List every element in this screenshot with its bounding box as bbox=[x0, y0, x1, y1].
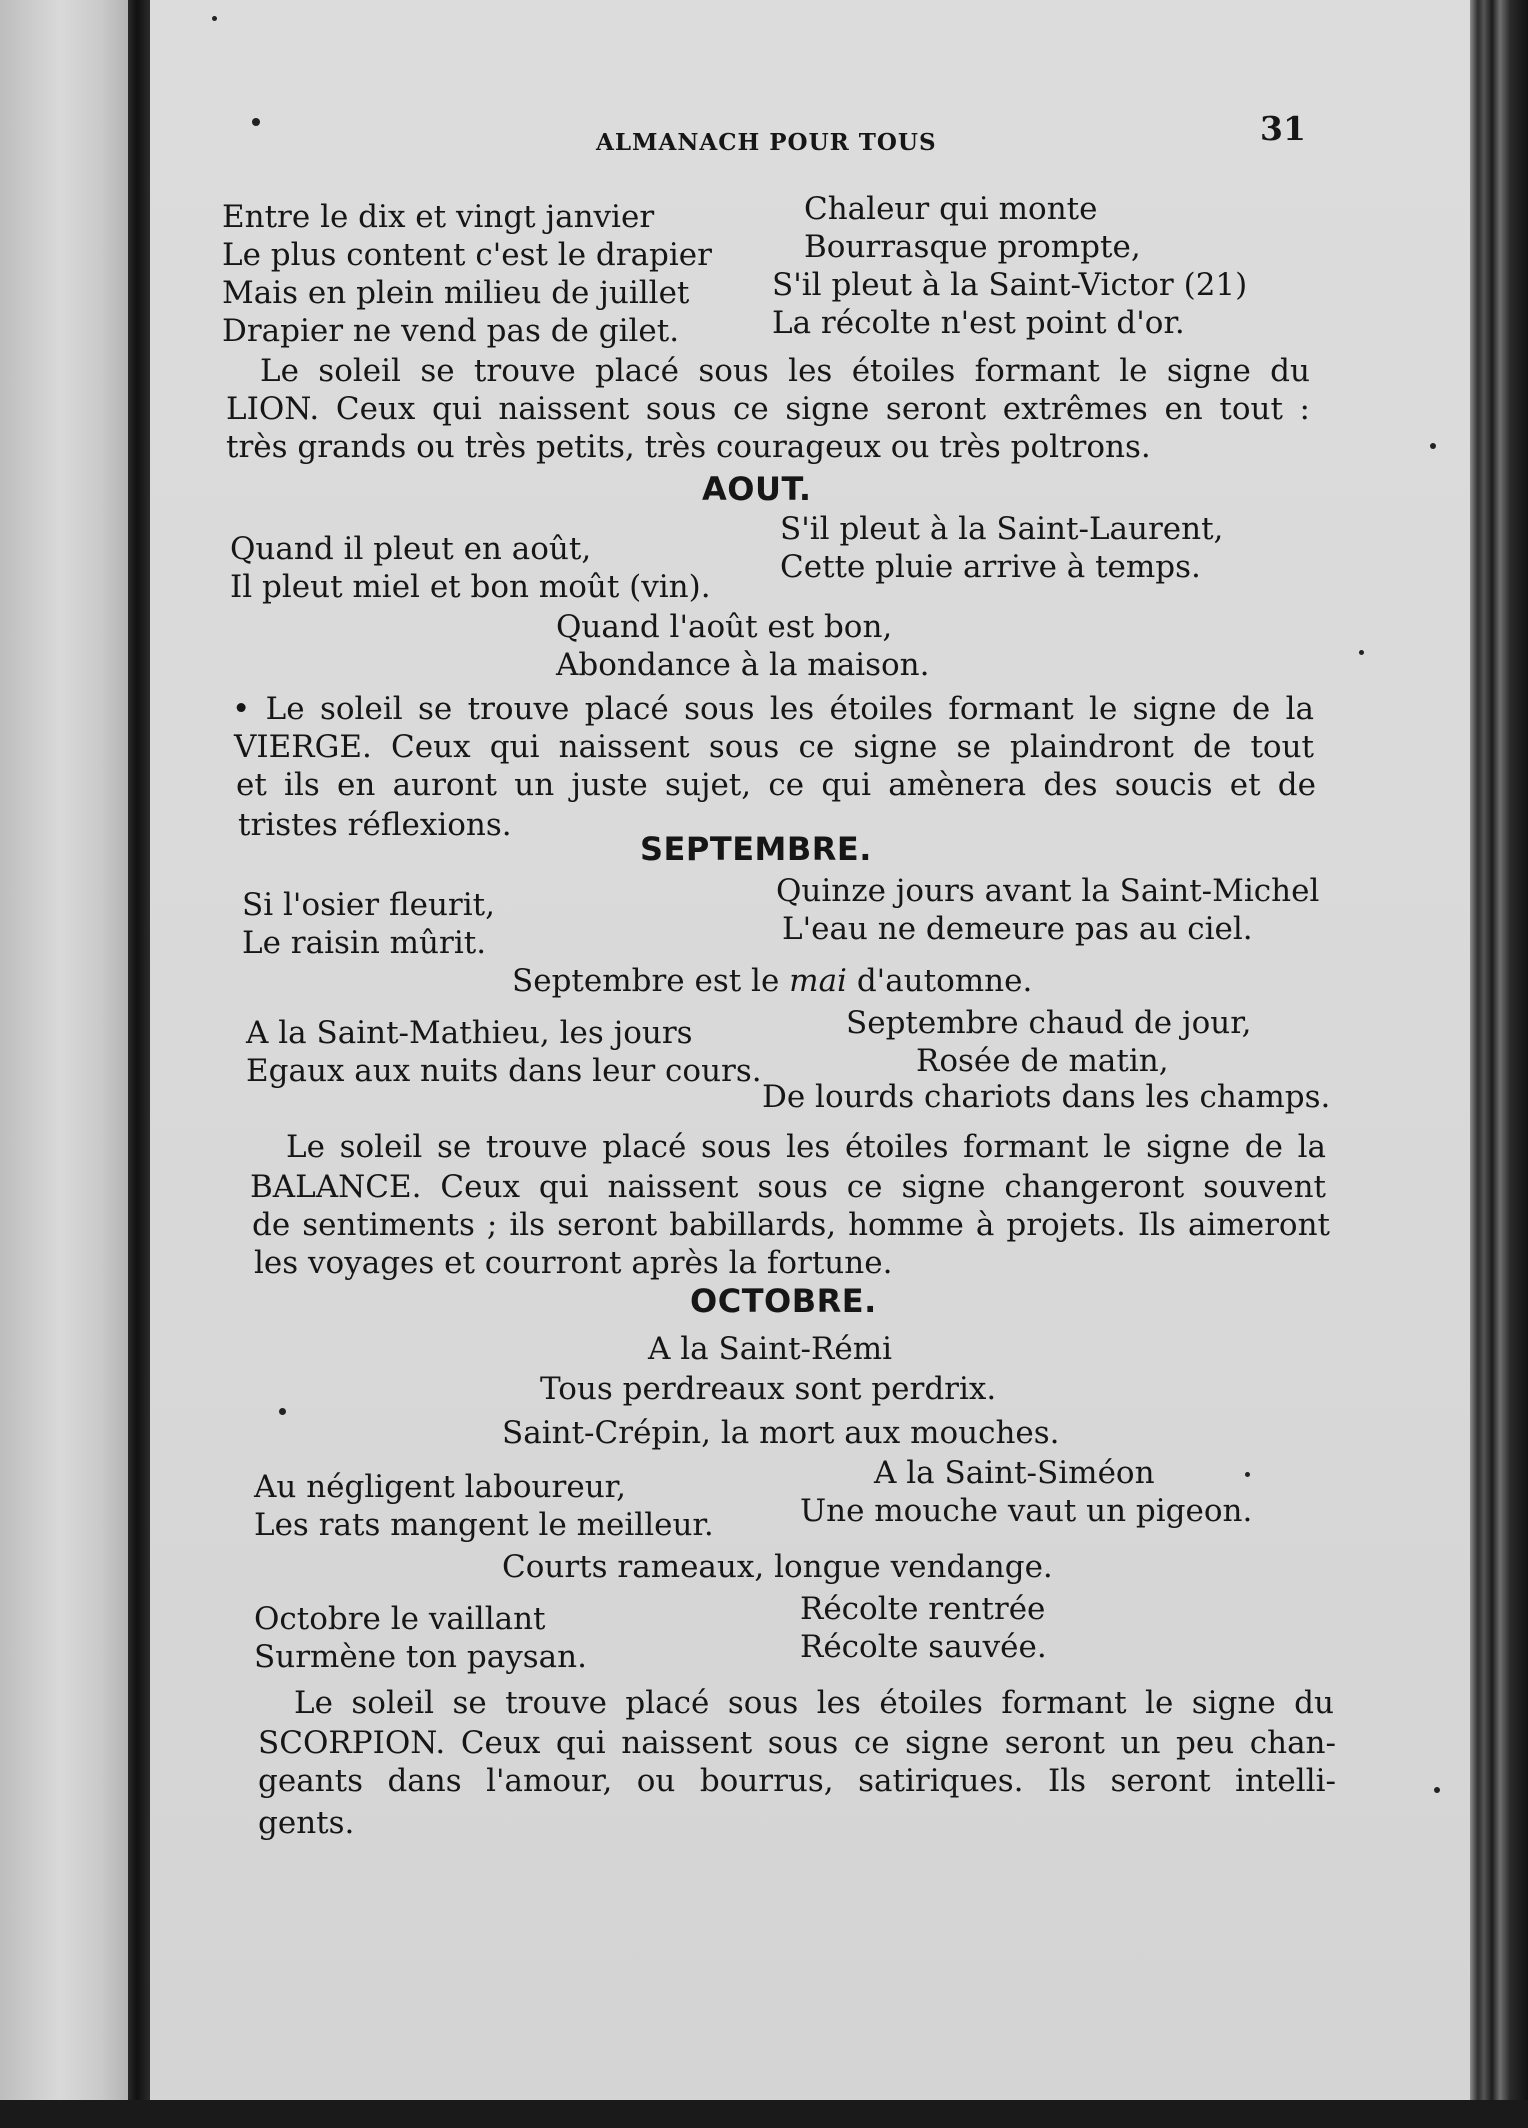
paragraph-line: LION. Ceux qui naissent sous ce signe seront extrêmes en tout : bbox=[226, 391, 1310, 427]
page-edge-stack bbox=[1470, 0, 1528, 2128]
proverb-line: Au négligent laboureur, bbox=[254, 1469, 626, 1505]
proverb-line: Drapier ne vend pas de gilet. bbox=[222, 313, 680, 349]
bottom-edge bbox=[0, 2100, 1528, 2128]
proverb-line: Quand l'août est bon, bbox=[556, 609, 893, 645]
paragraph-line: très grands ou très petits, très courageux ou très poltrons. bbox=[226, 429, 1151, 465]
proverb-line: Il pleut miel et bon moût (vin). bbox=[230, 569, 711, 605]
proverb-line: Chaleur qui monte bbox=[804, 191, 1098, 227]
proverb-line: Récolte sauvée. bbox=[800, 1629, 1047, 1665]
proverb-line: Entre le dix et vingt janvier bbox=[222, 199, 655, 235]
dust-speck bbox=[279, 1408, 286, 1415]
proverb-line: Bourrasque prompte, bbox=[804, 229, 1141, 265]
proverb-line: Egaux aux nuits dans leur cours. bbox=[246, 1053, 762, 1089]
paragraph-line: et ils en auront un juste sujet, ce qui amènera des soucis et de bbox=[236, 767, 1316, 803]
text-run: d'automne. bbox=[846, 963, 1033, 999]
proverb-line: Rosée de matin, bbox=[916, 1043, 1169, 1079]
paragraph-line: SCORPION. Ceux qui naissent sous ce signe seront un peu chan- bbox=[258, 1725, 1336, 1761]
paragraph-line: geants dans l'amour, ou bourrus, satiriques. Ils seront intelli- bbox=[258, 1763, 1336, 1799]
dust-speck bbox=[1430, 443, 1436, 449]
left-page-gutter bbox=[0, 0, 128, 2128]
month-heading-octobre: OCTOBRE. bbox=[690, 1282, 877, 1320]
proverb-line: Cette pluie arrive à temps. bbox=[780, 549, 1201, 585]
proverb-line: Courts rameaux, longue vendange. bbox=[502, 1549, 1053, 1585]
proverb-line: Le plus content c'est le drapier bbox=[222, 237, 712, 273]
paragraph-line: les voyages et courront après la fortune. bbox=[254, 1245, 893, 1281]
binding-shadow bbox=[128, 0, 150, 2128]
text-run: Septembre est le bbox=[512, 963, 790, 999]
proverb-line: Mais en plein milieu de juillet bbox=[222, 275, 690, 311]
page-number: 31 bbox=[1260, 109, 1306, 148]
proverb-line: Tous perdreaux sont perdrix. bbox=[540, 1371, 997, 1407]
proverb-line: S'il pleut à la Saint-Victor (21) bbox=[772, 267, 1248, 303]
paragraph-line: Le soleil se trouve placé sous les étoiles formant le signe de la bbox=[286, 1129, 1326, 1165]
dust-speck bbox=[1245, 1472, 1250, 1477]
paragraph-line: Le soleil se trouve placé sous les étoiles formant le signe du bbox=[294, 1685, 1334, 1721]
proverb-line: Octobre le vaillant bbox=[254, 1601, 546, 1637]
proverb-line: Récolte rentrée bbox=[800, 1591, 1046, 1627]
proverb-line: Abondance à la maison. bbox=[556, 647, 930, 683]
proverb-line: Septembre chaud de jour, bbox=[846, 1005, 1252, 1041]
proverb-line: Le raisin mûrit. bbox=[242, 925, 487, 961]
italic-word: mai bbox=[789, 963, 847, 999]
paragraph-line: de sentiments ; ils seront babillards, homme à projets. Ils aimeront bbox=[252, 1207, 1330, 1243]
proverb-line: L'eau ne demeure pas au ciel. bbox=[782, 911, 1253, 947]
proverb-line: A la Saint-Siméon bbox=[874, 1455, 1155, 1491]
month-heading-septembre: SEPTEMBRE. bbox=[640, 830, 872, 868]
proverb-line: Une mouche vaut un pigeon. bbox=[800, 1493, 1253, 1529]
proverb-line: Quinze jours avant la Saint-Michel bbox=[776, 873, 1320, 909]
proverb-line: La récolte n'est point d'or. bbox=[772, 305, 1185, 341]
paragraph-line: BALANCE. Ceux qui naissent sous ce signe changeront souvent bbox=[250, 1169, 1326, 1205]
proverb-line: De lourds chariots dans les champs. bbox=[762, 1079, 1331, 1115]
paragraph-line: Le soleil se trouve placé sous les étoiles formant le signe du bbox=[260, 353, 1310, 389]
proverb-line: A la Saint-Rémi bbox=[648, 1331, 893, 1367]
proverb-line bbox=[512, 962, 1032, 1000]
dust-speck bbox=[252, 118, 260, 126]
proverb-line: A la Saint-Mathieu, les jours bbox=[246, 1015, 693, 1051]
paragraph-line: • Le soleil se trouve placé sous les étoiles formant le signe de la bbox=[232, 691, 1314, 727]
proverb-line: Si l'osier fleurit, bbox=[242, 887, 495, 923]
paragraph-line: tristes réflexions. bbox=[238, 807, 512, 843]
proverb-line: Quand il pleut en août, bbox=[230, 531, 592, 567]
proverb-line: Surmène ton paysan. bbox=[254, 1639, 587, 1675]
dust-speck bbox=[212, 16, 217, 21]
running-title: ALMANACH POUR TOUS bbox=[596, 129, 937, 156]
paragraph-line: gents. bbox=[258, 1805, 355, 1841]
paragraph-line: VIERGE. Ceux qui naissent sous ce signe se plaindront de tout bbox=[234, 729, 1314, 765]
proverb-line: Les rats mangent le meilleur. bbox=[254, 1507, 714, 1543]
proverb-line: S'il pleut à la Saint-Laurent, bbox=[780, 511, 1224, 547]
month-heading-aout: AOUT. bbox=[702, 470, 812, 508]
dust-speck bbox=[1359, 650, 1364, 655]
proverb-line: Saint-Crépin, la mort aux mouches. bbox=[502, 1415, 1060, 1451]
dust-speck bbox=[1434, 1787, 1440, 1793]
